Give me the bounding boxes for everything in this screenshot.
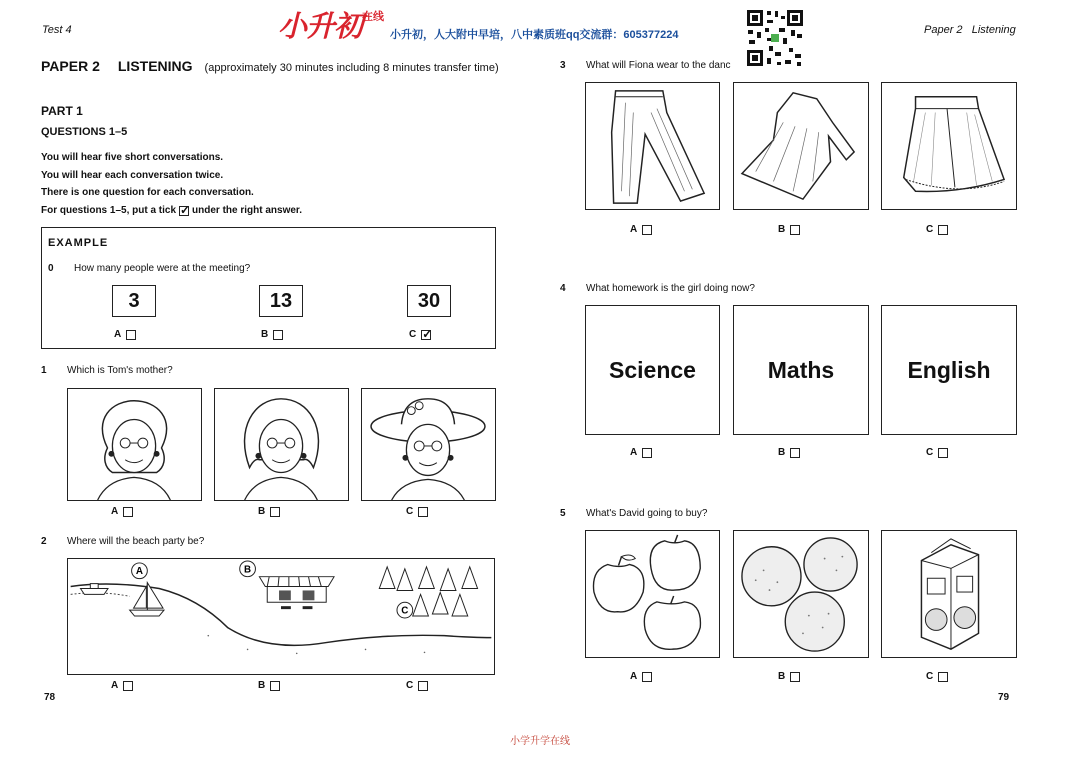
- checkbox[interactable]: [938, 448, 948, 458]
- example-option-c-value: 30: [407, 285, 451, 317]
- q1-option-c[interactable]: C: [406, 506, 428, 517]
- checkbox[interactable]: [123, 507, 133, 517]
- instruction-1: You will hear five short conversations.: [41, 152, 224, 163]
- q1-number: 1: [41, 365, 47, 376]
- q2-text: Where will the beach party be?: [67, 536, 205, 547]
- svg-text:B: B: [244, 564, 252, 576]
- checkbox-ticked[interactable]: [421, 330, 431, 340]
- q3-picture-c-skirt: [881, 82, 1017, 210]
- example-number: 0: [48, 263, 54, 274]
- instruction-4: For questions 1–5, put a tick ✓ under the right answer.: [41, 205, 302, 216]
- q5-option-a[interactable]: A: [630, 671, 652, 682]
- test-label: Test 4: [42, 24, 72, 36]
- checkbox[interactable]: [642, 448, 652, 458]
- q1-picture-b-woman-wavy-hair: [214, 388, 349, 501]
- svg-text:C: C: [401, 605, 409, 617]
- example-option-a-value: 3: [112, 285, 156, 317]
- checkbox[interactable]: [126, 330, 136, 340]
- svg-text:A: A: [135, 566, 144, 578]
- running-header-right: Paper 2 Listening: [924, 24, 1016, 36]
- q4-picture-a-science: Science: [585, 305, 720, 435]
- checkbox[interactable]: [938, 225, 948, 235]
- q5-number: 5: [560, 508, 566, 519]
- q1-picture-a-woman-curly-hair: [67, 388, 202, 501]
- q2-picture-beach-map: [67, 558, 495, 675]
- paper-title: PAPER 2 LISTENING (approximately 30 minutes including 8 minutes transfer time): [41, 58, 499, 74]
- q3-picture-a-trousers: [585, 82, 720, 210]
- q2-option-c[interactable]: C: [406, 680, 428, 691]
- q3-number: 3: [560, 60, 566, 71]
- q3-text: What will Fiona wear to the danc: [586, 60, 731, 71]
- checkbox[interactable]: [418, 681, 428, 691]
- footer-watermark: 小学升学在线: [510, 736, 570, 747]
- example-heading: EXAMPLE: [48, 237, 109, 249]
- q5-option-c[interactable]: C: [926, 671, 948, 682]
- example-option-b-value: 13: [259, 285, 303, 317]
- q3-option-c[interactable]: C: [926, 224, 948, 235]
- q4-option-b[interactable]: B: [778, 447, 800, 458]
- q2-number: 2: [41, 536, 47, 547]
- promo-text: 小升初，人大附中早培，八中素质班qq交流群：605377224: [390, 29, 679, 41]
- checkbox[interactable]: [270, 681, 280, 691]
- q3-picture-b-dress: [733, 82, 869, 210]
- tick-icon: [179, 206, 189, 216]
- checkbox[interactable]: [642, 225, 652, 235]
- example-box: [41, 227, 496, 349]
- q4-option-a[interactable]: A: [630, 447, 652, 458]
- checkbox[interactable]: [938, 672, 948, 682]
- q2-option-b[interactable]: B: [258, 680, 280, 691]
- q3-option-b[interactable]: B: [778, 224, 800, 235]
- q1-picture-c-woman-hat: [361, 388, 496, 501]
- checkbox[interactable]: [642, 672, 652, 682]
- q5-picture-b-oranges: [733, 530, 869, 658]
- questions-range: QUESTIONS 1–5: [41, 126, 128, 138]
- q1-option-a[interactable]: A: [111, 506, 133, 517]
- page-number-left: 78: [44, 692, 56, 703]
- example-option-a[interactable]: A: [114, 329, 136, 340]
- q4-text: What homework is the girl doing now?: [586, 283, 755, 294]
- page-number-right: 79: [998, 692, 1010, 703]
- q5-option-b[interactable]: B: [778, 671, 800, 682]
- q1-option-b[interactable]: B: [258, 506, 280, 517]
- q4-option-c[interactable]: C: [926, 447, 948, 458]
- checkbox[interactable]: [123, 681, 133, 691]
- q4-number: 4: [560, 283, 566, 294]
- qr-code-icon: [745, 8, 805, 68]
- instruction-3: There is one question for each conversation.: [41, 187, 254, 198]
- checkbox[interactable]: [790, 672, 800, 682]
- q4-picture-b-maths: Maths: [733, 305, 869, 435]
- checkbox[interactable]: [790, 225, 800, 235]
- q5-picture-c-juice-carton: [881, 530, 1017, 658]
- example-option-b[interactable]: B: [261, 329, 283, 340]
- q2-option-a[interactable]: A: [111, 680, 133, 691]
- part-heading: PART 1: [41, 104, 83, 118]
- checkbox[interactable]: [273, 330, 283, 340]
- q5-text: What's David going to buy?: [586, 508, 708, 519]
- q5-picture-a-apples: [585, 530, 720, 658]
- instruction-2: You will hear each conversation twice.: [41, 170, 224, 181]
- checkbox[interactable]: [270, 507, 280, 517]
- checkbox[interactable]: [790, 448, 800, 458]
- q1-text: Which is Tom's mother?: [67, 365, 173, 376]
- q4-picture-c-english: English: [881, 305, 1017, 435]
- q3-option-a[interactable]: A: [630, 224, 652, 235]
- example-question: How many people were at the meeting?: [74, 263, 251, 274]
- checkbox[interactable]: [418, 507, 428, 517]
- example-option-c[interactable]: C ✓: [409, 329, 431, 340]
- brand-logo: 小升初 在线: [278, 11, 385, 43]
